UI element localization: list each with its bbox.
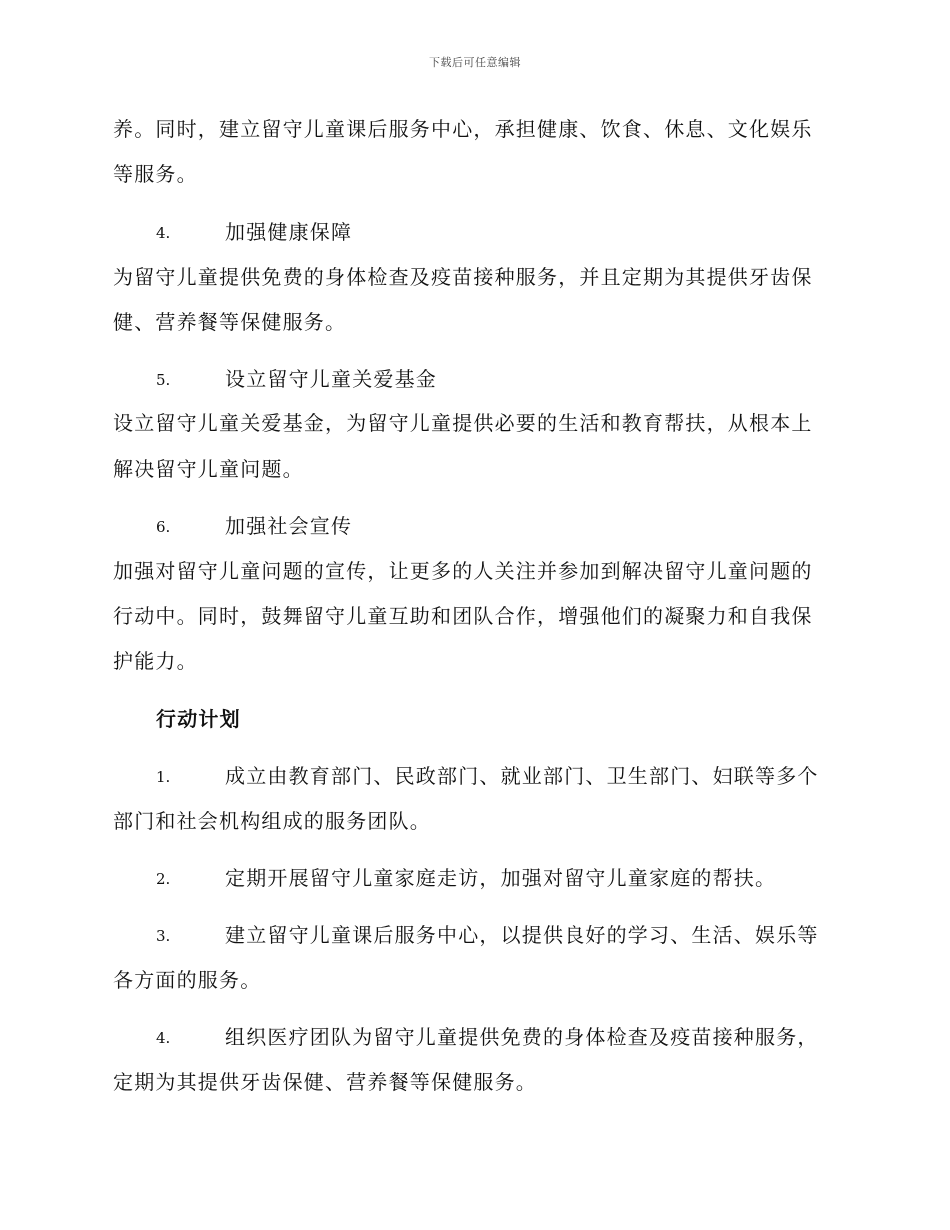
plan-step-text-cont: 定期为其提供牙齿保健、营养餐等保健服务。: [113, 1070, 537, 1094]
item-text-line: 设立留守儿童关爱基金，为留守儿童提供必要的生活和教育帮扶，从根本上: [113, 411, 813, 435]
intro-line-2: 等服务。: [113, 162, 198, 186]
item-text-line: 加强对留守儿童问题的宣传，让更多的人关注并参加到解决留守儿童问题的: [113, 559, 813, 583]
item-number: 5.: [156, 371, 171, 389]
item-text-line: 解决留守儿童问题。: [113, 457, 304, 481]
item-text-line: 护能力。: [113, 649, 198, 673]
item-title: 设立留守儿童关爱基金: [225, 367, 437, 391]
plan-step-text: 定期开展留守儿童家庭走访，加强对留守儿童家庭的帮扶。: [225, 866, 777, 890]
item-text-line: 健、营养餐等保健服务。: [113, 310, 347, 334]
item-text-line: 行动中。同时，鼓舞留守儿童互助和团队合作，增强他们的凝聚力和自我保: [113, 604, 813, 628]
plan-step-number: 2.: [156, 870, 171, 888]
item-title: 加强社会宣传: [225, 514, 353, 538]
plan-step-number: 4.: [156, 1029, 171, 1047]
item-number: 6.: [156, 518, 171, 536]
page-header: 下载后可任意编辑: [429, 56, 521, 69]
item-number: 4.: [156, 224, 171, 242]
plan-step-number: 3.: [156, 927, 171, 945]
item-title: 加强健康保障: [225, 220, 353, 244]
plan-step-text: 建立留守儿童课后服务中心，以提供良好的学习、生活、娱乐等: [225, 923, 819, 947]
item-text-line: 为留守儿童提供免费的身体检查及疫苗接种服务，并且定期为其提供牙齿保: [113, 265, 813, 289]
intro-line-1: 养。同时，建立留守儿童课后服务中心，承担健康、饮食、休息、文化娱乐: [113, 117, 813, 141]
plan-step-text: 成立由教育部门、民政部门、就业部门、卫生部门、妇联等多个: [225, 764, 819, 788]
plan-step-text-cont: 部门和社会机构组成的服务团队。: [113, 809, 431, 833]
plan-step-text-cont: 各方面的服务。: [113, 968, 262, 992]
plan-step-number: 1.: [156, 768, 171, 786]
plan-step-text: 组织医疗团队为留守儿童提供免费的身体检查及疫苗接种服务，: [225, 1025, 819, 1049]
section-heading: 行动计划: [156, 707, 241, 731]
